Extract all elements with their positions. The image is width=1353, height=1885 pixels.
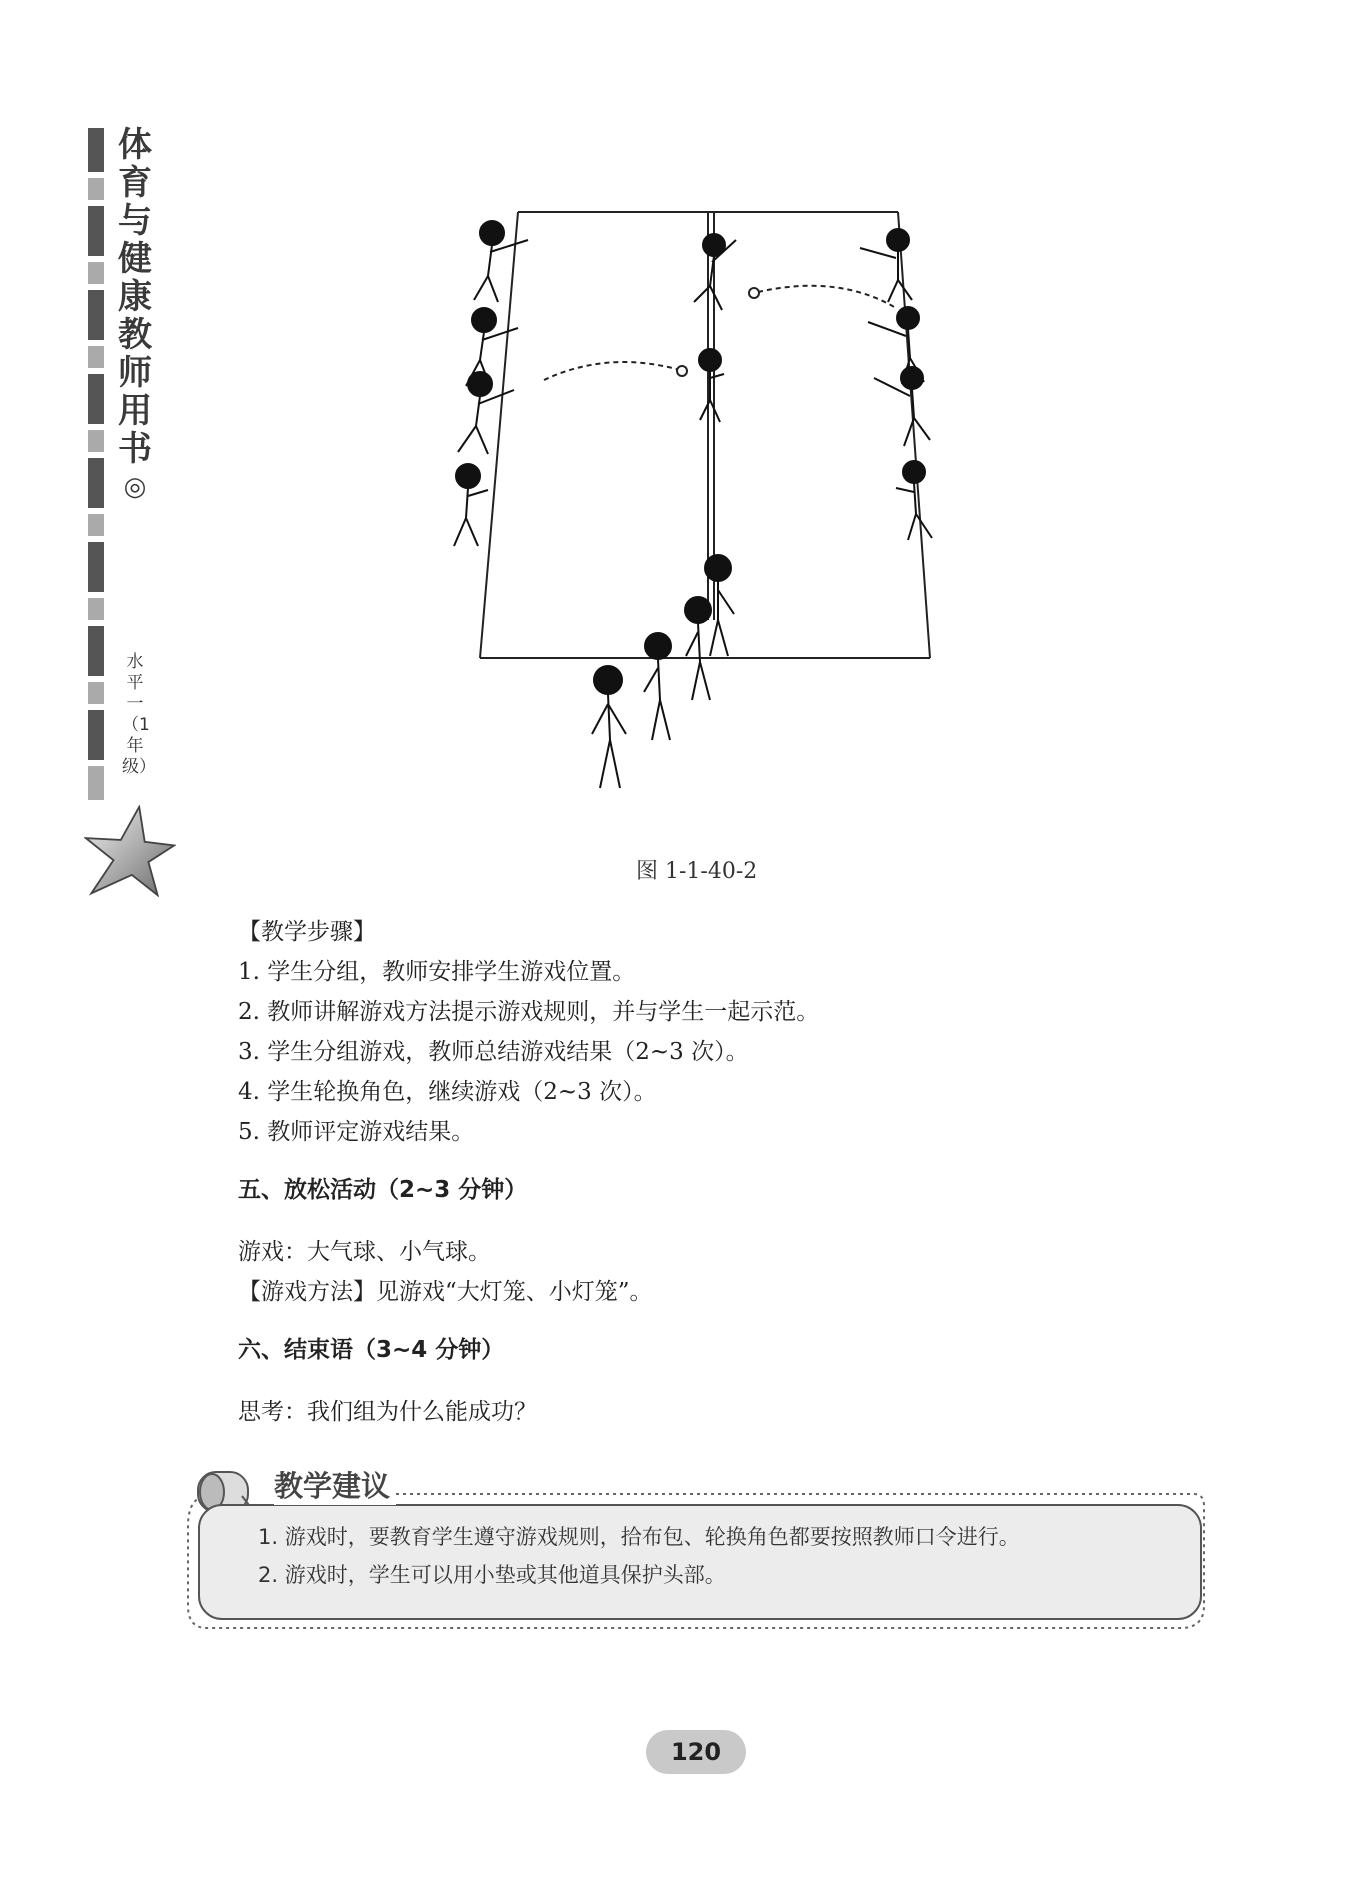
page-number: 120 [646,1730,746,1774]
tip-item: 2. 游戏时，学生可以用小垫或其他道具保护头部。 [258,1563,726,1587]
step-item: 1. 学生分组，教师安排学生游戏位置。 [238,959,636,985]
game-field-illustration [418,200,998,840]
book-title [114,126,156,506]
main-content [238,912,1218,1432]
throw-path-right [758,286,896,308]
book-title-mark: ◎ [123,472,147,502]
throw-path-left [544,362,680,380]
figure-caption: 图 1-1-40-2 [636,859,758,884]
relax-method: 【游戏方法】见游戏“大灯笼、小灯笼”。 [238,1279,653,1305]
step-item: 4. 学生轮换角色，继续游戏（2~3 次）。 [238,1079,657,1105]
step-item: 2. 教师讲解游戏方法提示游戏规则，并与学生一起示范。 [238,999,820,1025]
tip-item: 1. 游戏时，要教育学生遵守游戏规则，拾布包、轮换角色都要按照教师口令进行。 [258,1525,1020,1549]
tips-title: 教学建议 [274,1464,396,1505]
bag-left [677,366,687,376]
step-item: 3. 学生分组游戏，教师总结游戏结果（2~3 次）。 [238,1039,749,1065]
step-item: 5. 教师评定游戏结果。 [238,1119,475,1145]
bag-right [749,288,759,298]
tips-box [198,1504,1202,1620]
students [454,221,932,788]
relax-game: 游戏：大气球、小气球。 [238,1239,491,1265]
relax-heading: 五、放松活动（2~3 分钟） [238,1177,528,1203]
level-label: 水平一（1年级） [122,652,156,777]
star-icon [84,805,176,897]
side-decoration-bars [88,128,104,800]
book-title-text: 体育与健康教师用书 [118,125,152,469]
end-think: 思考：我们组为什么能成功？ [238,1399,537,1425]
steps-label: 【教学步骤】 [238,919,376,945]
end-heading: 六、结束语（3~4 分钟） [238,1337,505,1363]
teaching-tips [184,1456,1212,1636]
